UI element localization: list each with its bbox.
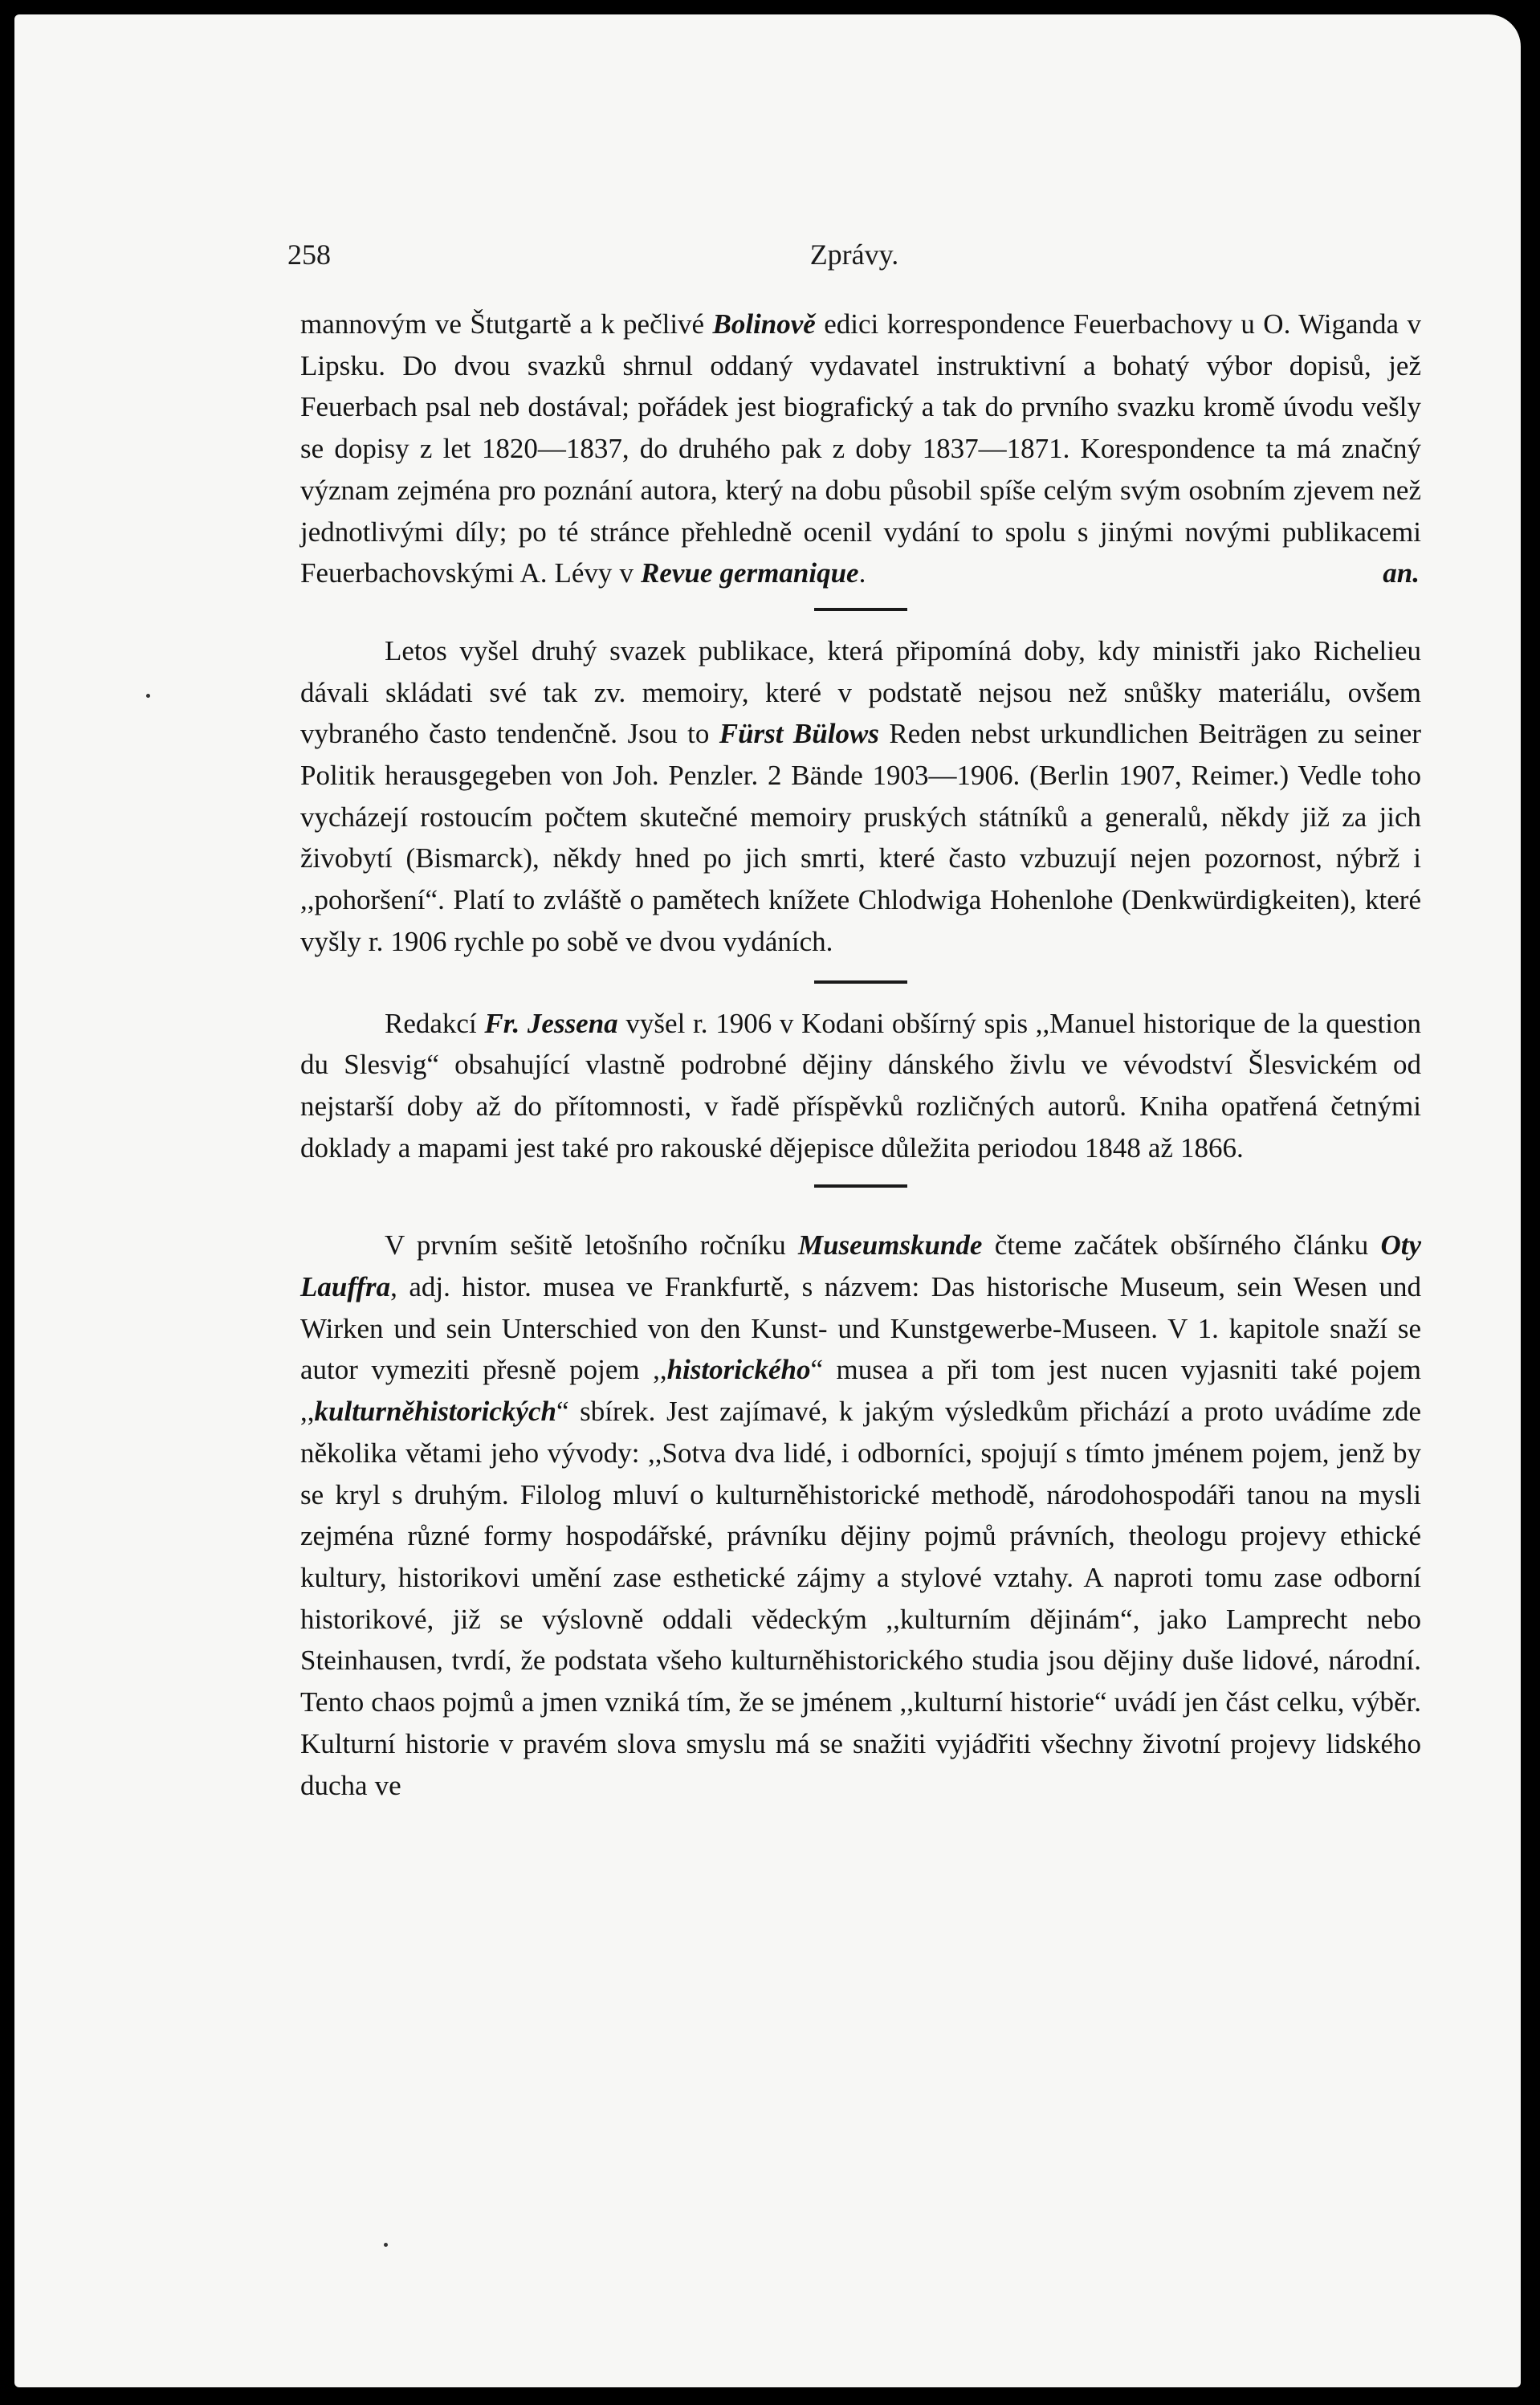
editor-name: Fr. Jessena	[484, 1007, 618, 1039]
journal-title: Museumskunde	[797, 1229, 983, 1262]
running-head: Zprávy.	[809, 238, 899, 271]
book-page	[14, 14, 1521, 2387]
journal-title: Revue germanique	[641, 557, 859, 589]
author-signature: an.	[1383, 557, 1420, 589]
section-divider	[814, 1184, 907, 1188]
term-historical: historického	[666, 1354, 811, 1386]
author-name: Oty Lauffra	[300, 1229, 1422, 1303]
paragraph-feuerbach: mannovým ve Štutgartě a k pečlivé Bolinově edici korrespondence Feuerbachovy u O. Wiganda v Lipsku. Do dvou svazků shrnul oddaný vydavatel instruktivní a bohatý výbor dopisů, jež Feuerbach psal neb dostával; pořádek jest biografický a tak do prvního svazku kromě úvodu vešly se dopisy z let 1820—1837, do druhého pak z doby 1837—1871. Korespondence ta má značný význam zejména pro poznání autora, který na dobu působil spíše celým svým osobním zjevem než jednotlivými díly; po té stránce přehledně ocenil vydání to spolu s jinými novými publikacemi Feuerbachovskými A. Lévy v Revue germanique. an.	[300, 304, 1421, 594]
page-body	[300, 304, 1421, 1806]
term-cultural: kulturněhistorických	[314, 1396, 556, 1428]
print-speck	[384, 2243, 388, 2247]
paragraph-museumskunde: V prvním sešitě letošního ročníku Museumskunde čteme začátek obšírného článku Oty Lauffra, adj. histor. musea ve Frankfurtě, s názvem: Das historische Museum, sein Wesen und Wirken und sein Unterschied von den Kunst- und Kunstgewerbe-Museen. V 1. kapitole snaží se autor vymeziti přesně pojem ,,historického“ musea a při tom jest nucen vyjasniti také pojem ,,kulturněhistorických“ sbírek. Jest zajímavé, k jakým výsledkům přichází a proto uvádíme zde několika větami jeho vývody: ,,Sotva dva lidé, i odborníci, spojují s tímto jménem pojem, jenž by se kryl s druhým. Filolog mluví o kulturněhistorické methodě, národohospodáři tanou na mysli zejména různé formy hospodářské, právníku dějiny pojmů právních, theologu projevy ethické kultury, historikovi umění zase esthetické zájmy a stylové vztahy. A naproti tomu zase odborní historikové, již se výslovně oddali vědeckým ,,kulturním dějinám“, jako Lamprecht nebo Steinhausen, tvrdí, že podstata všeho kulturněhistorického studia jsou dějiny duše lidové, národní. Tento chaos pojmů a jmen vzniká tím, že se jménem ,,kulturní historie“ uvádí jen část celku, výběr. Kulturní historie v pravém slova smyslu má se snažiti vyjádřiti všechny životní projevy lidského ducha ve	[300, 1229, 1422, 1801]
paragraph-memoirs: Letos vyšel druhý svazek publikace, která připomíná doby, kdy ministři jako Richelieu dávali skládati své tak zv. memoiry, které v podstatě nejsou než snůšky materiálu, ovšem vybraného často tendenčně. Jsou to Fürst Bülows Reden nebst urkundlichen Beiträgen zu seiner Politik herausgegeben von Joh. Penzler. 2 Bände 1903—1906. (Berlin 1907, Reimer.) Vedle toho vycházejí rostoucím počtem skutečné memoiry pruských státníků a generalů, někdy již za jich živobytí (Bismarck), někdy hned po jich smrti, které často vzbuzují nejen pozornost, nýbrž i ,,pohoršení“. Platí to zvláště o pamětech knížete Chlodwiga Hohenlohe (Denkwürdigkeiten), které vyšly r. 1906 rychle po sobě ve dvou vydáních.	[300, 634, 1421, 957]
section-divider	[814, 608, 907, 611]
page-number: 258	[287, 238, 331, 271]
print-speck	[146, 694, 150, 698]
book-title: Fürst Bülows	[719, 718, 879, 750]
page-header	[287, 230, 1421, 278]
paragraph-slesvig: Redakcí Fr. Jessena vyšel r. 1906 v Kodani obšírný spis ,,Manuel historique de la question du Slesvig“ obsahující vlastně podrobné dějiny dánského živlu ve vévodství Šlesvickém od nejstarší doby až do přítomnosti, v řadě příspěvků rozličných autorů. Kniha opatřená četnými doklady a mapami jest také pro rakouské dějepisce důležita periodou 1848 až 1866.	[300, 1007, 1421, 1164]
italic-name: Bolinově	[712, 308, 816, 340]
section-divider	[814, 980, 907, 984]
